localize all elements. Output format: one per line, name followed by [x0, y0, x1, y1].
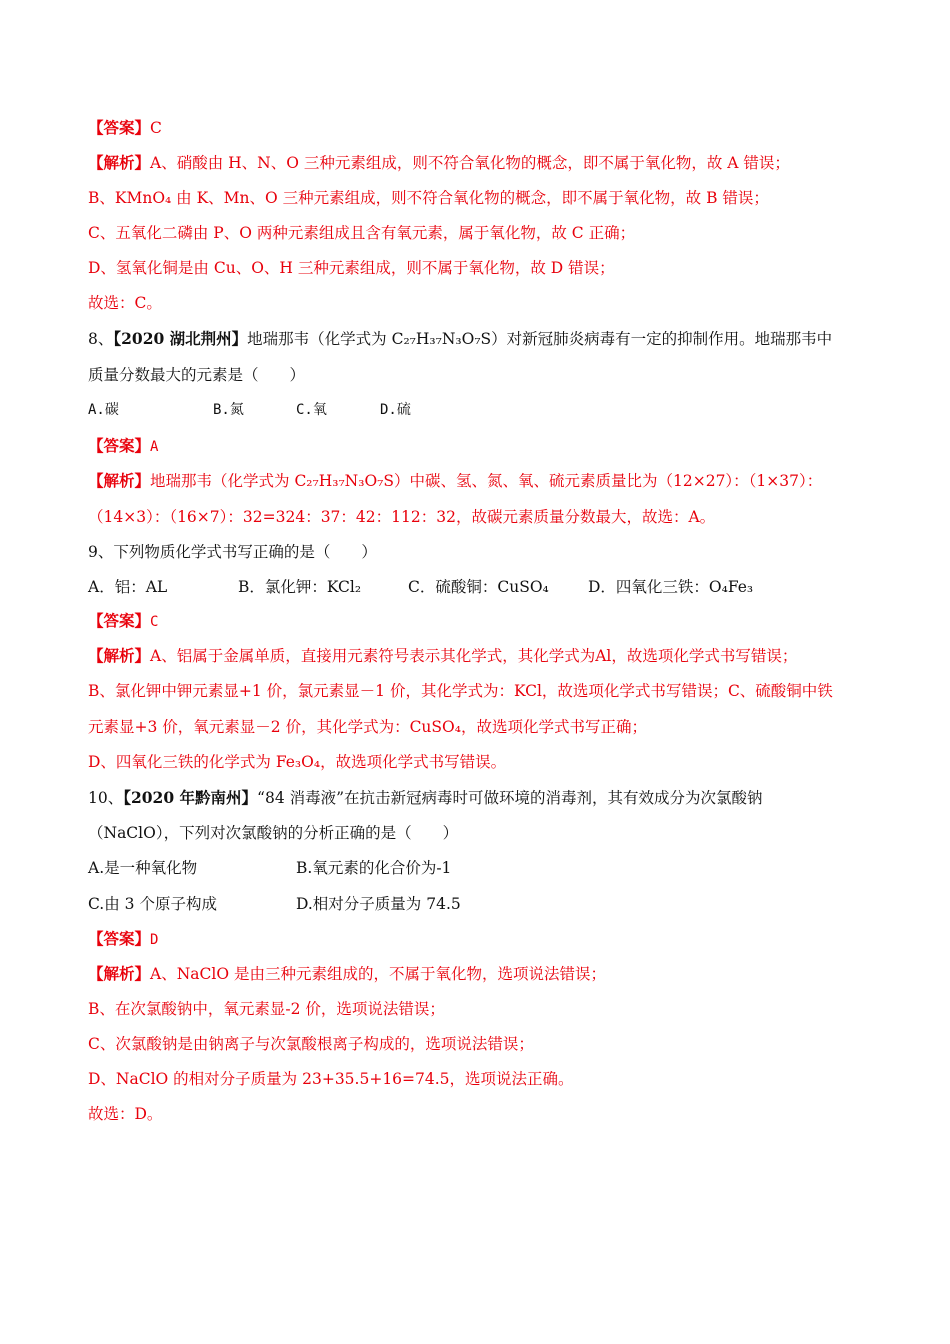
- q7-analysis-line: B、KMnO₄ 由 K、Mn、O 三种元素组成，则不符合氧化物的概念，即不属于氧化物，故 B 错误；: [88, 189, 769, 207]
- q10-analysis-line: B、在次氯酸钠中，氧元素显-2 价，选项说法错误；: [88, 1000, 445, 1018]
- q9-option-c: C．硫酸铜：CuSO₄: [408, 578, 549, 596]
- q9-option-a: A．铝：AL: [88, 578, 168, 596]
- q10-analysis-line: C、次氯酸钠是由钠离子与次氯酸根离子构成的，选项说法错误；: [88, 1035, 534, 1053]
- q8-option-d: D.硫: [380, 402, 411, 418]
- q8-stem-cont: 质量分数最大的元素是（ ）: [88, 366, 306, 384]
- q8-analysis-line: 【解析】地瑞那韦（化学式为 C₂₇H₃₇N₃O₇S）中碳、氢、氮、氧、硫元素质量比为（12×27）：（1×37）：: [88, 471, 823, 490]
- q7-analysis-line: 【解析】A、硝酸由 H、N、O 三种元素组成，则不符合氧化物的概念，即不属于氧化物，故 A 错误；: [88, 153, 790, 172]
- q7-analysis-line: D、氢氧化铜是由 Cu、O、H 三种元素组成，则不属于氧化物，故 D 错误；: [88, 259, 615, 277]
- q9-option-d: D．四氧化三铁：O₄Fe₃: [588, 578, 754, 596]
- q9-analysis-line: 元素显+3 价，氧元素显－2 价，其化学式为：CuSO₄，故选项化学式书写正确；: [88, 718, 647, 736]
- q8-stem: 8、【2020 湖北荆州】地瑞那韦（化学式为 C₂₇H₃₇N₃O₇S）对新冠肺炎病毒有一定的抑制作用。地瑞那韦中: [88, 329, 833, 348]
- q10-option-d: D.相对分子质量为 74.5: [296, 895, 461, 913]
- q8-option-b: B.氮: [213, 402, 244, 418]
- q9-option-b: B．氯化钾：KCl₂: [238, 578, 362, 596]
- q8-analysis-line: （14×3）：（16×7）：32=324：37：42：112：32，故碳元素质量分数最大，故选：A。: [88, 508, 716, 526]
- q10-conclusion: 故选：D。: [88, 1105, 163, 1123]
- q7-conclusion: 故选：C。: [88, 294, 162, 312]
- q10-option-a: A.是一种氧化物: [88, 859, 198, 877]
- q10-option-c: C.由 3 个原子构成: [88, 895, 217, 913]
- q10-answer: 【答案】D: [88, 929, 159, 948]
- q9-analysis-line: 【解析】A、铝属于金属单质，直接用元素符号表示其化学式，其化学式为Al，故选项化学式书写错误；: [88, 646, 798, 665]
- q8-option-a: A.碳: [88, 402, 119, 418]
- q8-option-c: C.氧: [296, 402, 327, 418]
- q9-analysis-line: B、氯化钾中钾元素显+1 价，氯元素显－1 价，其化学式为：KCl，故选项化学式书写错误；C、硫酸铜中铁: [88, 682, 833, 700]
- q10-stem-cont: （NaClO），下列对次氯酸钠的分析正确的是（ ）: [88, 824, 459, 842]
- q7-analysis-line: C、五氧化二磷由 P、O 两种元素组成且含有氧元素，属于氧化物，故 C 正确；: [88, 224, 636, 242]
- q9-analysis-line: D、四氧化三铁的化学式为 Fe₃O₄，故选项化学式书写错误。: [88, 753, 507, 771]
- q10-analysis-line: D、NaClO 的相对分子质量为 23+35.5+16=74.5，选项说法正确。: [88, 1070, 574, 1088]
- q7-answer: 【答案】C: [88, 118, 162, 137]
- q10-option-b: B.氧元素的化合价为-1: [296, 859, 452, 877]
- q9-answer: 【答案】C: [88, 611, 159, 630]
- q8-answer: 【答案】A: [88, 436, 159, 455]
- q10-analysis-line: 【解析】A、NaClO 是由三种元素组成的，不属于氧化物，选项说法错误；: [88, 964, 606, 983]
- q10-stem: 10、【2020 年黔南州】“84 消毒液”在抗击新冠病毒时可做环境的消毒剂，其有效成分为次氯酸钠: [88, 788, 763, 807]
- q9-stem: 9、下列物质化学式书写正确的是（ ）: [88, 543, 377, 561]
